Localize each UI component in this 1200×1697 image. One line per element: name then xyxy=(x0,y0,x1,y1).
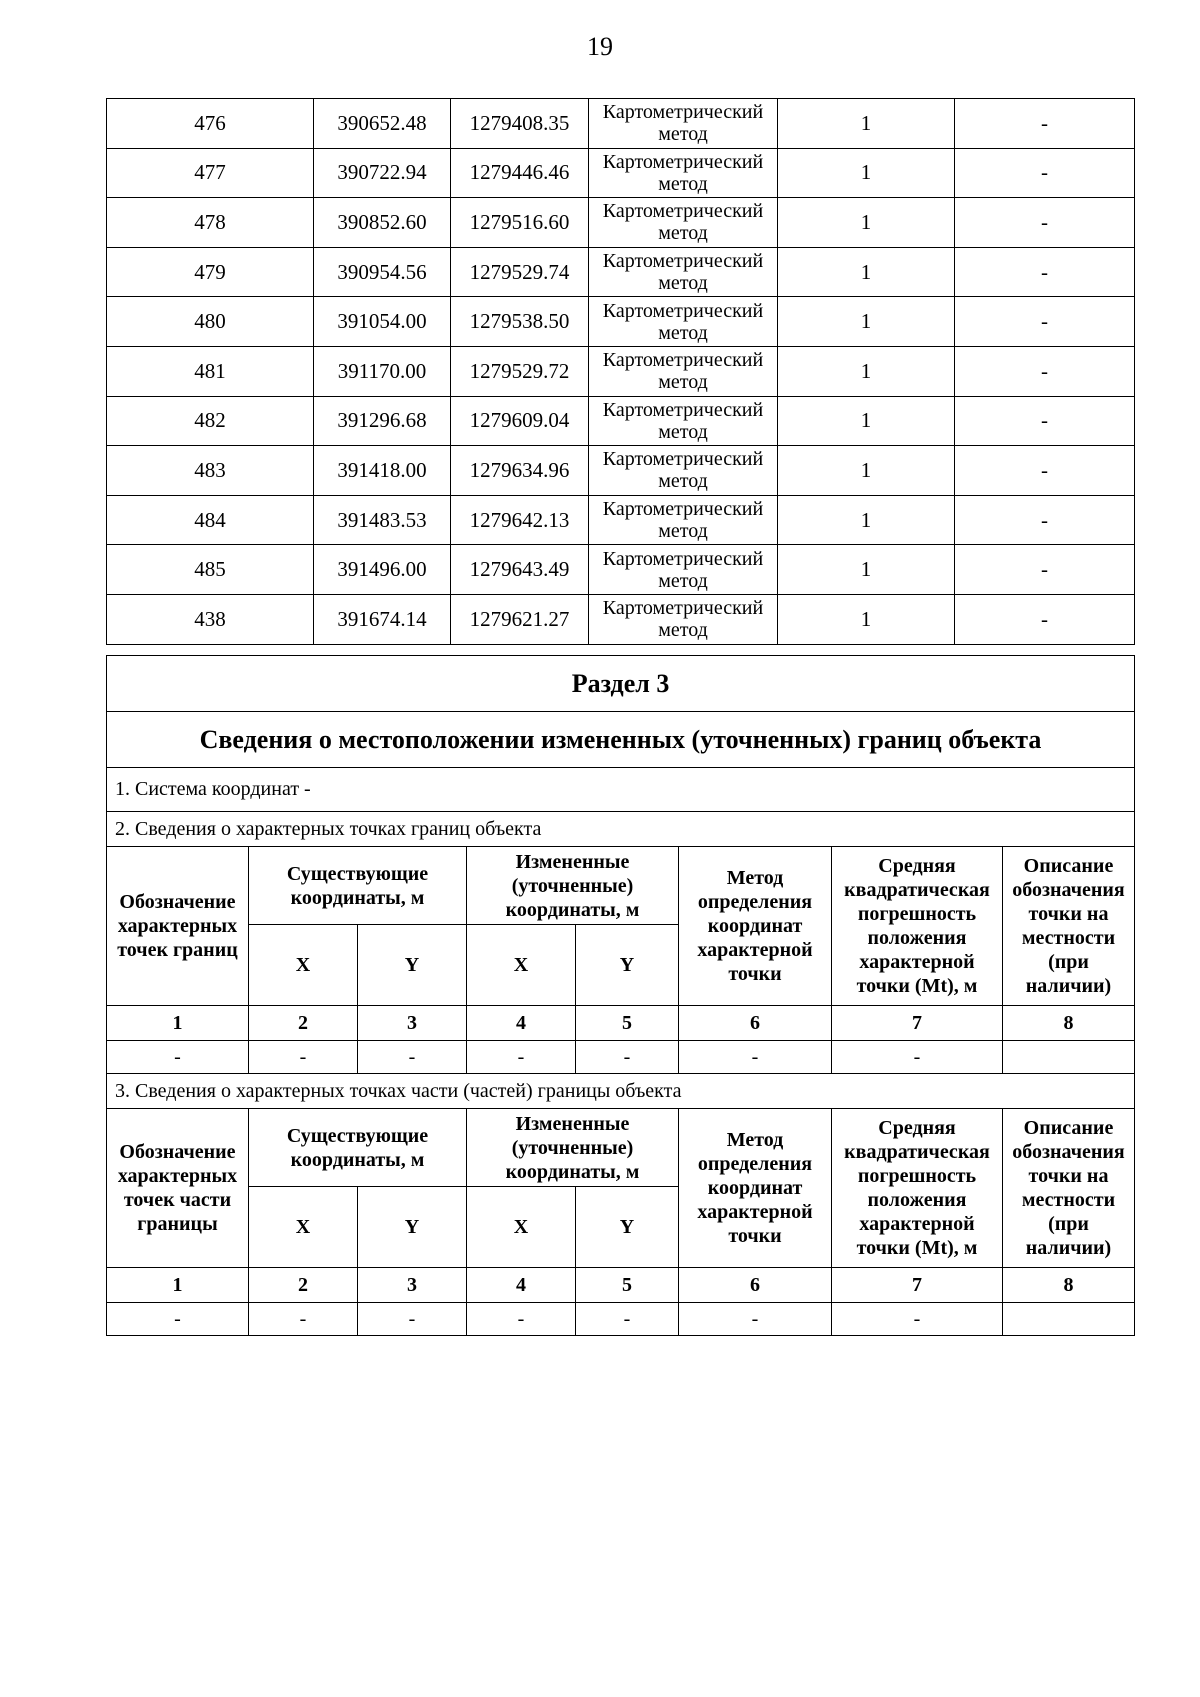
accuracy-cell: 1 xyxy=(778,297,955,347)
description-cell: - xyxy=(955,198,1135,248)
x-coordinate-cell: 390954.56 xyxy=(314,247,451,297)
table-row xyxy=(107,495,1135,545)
header-existing-y: Y xyxy=(358,1187,467,1268)
table-cell: 6 xyxy=(679,1268,832,1303)
table-cell: 1 xyxy=(107,1268,249,1303)
column-numbers-row xyxy=(107,1268,1135,1303)
method-cell xyxy=(589,247,778,297)
table-cell: - xyxy=(358,1303,467,1336)
y-coordinate-cell: 1279408.35 xyxy=(451,99,589,149)
method-line: метод xyxy=(658,123,708,146)
table-cell: 6 xyxy=(679,1006,832,1041)
table-cell: 4 xyxy=(467,1268,576,1303)
table-cell: - xyxy=(832,1303,1003,1336)
subsection-3-title: 3. Сведения о характерных точках части (частей) границы объекта xyxy=(107,1074,1135,1109)
table-cell: - xyxy=(249,1041,358,1074)
header-existing-coords xyxy=(249,1109,467,1187)
method-line: метод xyxy=(658,619,708,642)
header-existing-y: Y xyxy=(358,925,467,1006)
x-coordinate-cell: 391418.00 xyxy=(314,446,451,496)
method-line: Картометрический xyxy=(602,250,764,273)
empty-data-row xyxy=(107,1303,1135,1336)
table-row xyxy=(107,198,1135,248)
header-line: Обозначение xyxy=(119,891,236,913)
y-coordinate-cell: 1279643.49 xyxy=(451,545,589,595)
section-subtitle: Сведения о местоположении измененных (уточненных) границ объекта xyxy=(107,712,1135,768)
table-row xyxy=(107,346,1135,396)
point-id-cell: 480 xyxy=(107,297,314,347)
table-cell: 8 xyxy=(1003,1006,1135,1041)
header-line: местности xyxy=(1021,927,1116,949)
accuracy-cell: 1 xyxy=(778,198,955,248)
table-cell: 2 xyxy=(249,1268,358,1303)
header-line: точки (Mt), м xyxy=(856,975,978,997)
table-cell: - xyxy=(576,1041,679,1074)
accuracy-cell: 1 xyxy=(778,396,955,446)
section-title: Раздел 3 xyxy=(107,656,1135,712)
description-cell: - xyxy=(955,396,1135,446)
header-line: Существующие xyxy=(286,1124,429,1147)
header-changed-x: X xyxy=(467,925,576,1006)
description-cell: - xyxy=(955,148,1135,198)
header-line: погрешность xyxy=(857,1165,977,1187)
header-line: характерной xyxy=(697,939,813,961)
table-cell: 3 xyxy=(358,1006,467,1041)
point-id-cell: 479 xyxy=(107,247,314,297)
method-line: метод xyxy=(658,222,708,245)
table-row xyxy=(107,297,1135,347)
table-cell: 1 xyxy=(107,1006,249,1041)
description-cell: - xyxy=(955,446,1135,496)
table-row xyxy=(107,594,1135,644)
header-method xyxy=(679,847,832,1006)
point-id-cell: 481 xyxy=(107,346,314,396)
point-id-cell: 478 xyxy=(107,198,314,248)
method-line: Картометрический xyxy=(602,349,764,372)
x-coordinate-cell: 390722.94 xyxy=(314,148,451,198)
table-cell xyxy=(1003,1041,1135,1074)
description-cell: - xyxy=(955,297,1135,347)
description-cell: - xyxy=(955,594,1135,644)
point-id-cell: 477 xyxy=(107,148,314,198)
accuracy-cell: 1 xyxy=(778,99,955,149)
accuracy-cell: 1 xyxy=(778,545,955,595)
method-cell xyxy=(589,396,778,446)
header-line: границы xyxy=(137,1213,218,1235)
header-line: квадратическая xyxy=(844,1141,990,1163)
header-line: Метод xyxy=(726,1129,784,1151)
table-cell: 4 xyxy=(467,1006,576,1041)
accuracy-cell: 1 xyxy=(778,247,955,297)
header-changed-y: Y xyxy=(576,1187,679,1268)
points-table xyxy=(106,98,1135,645)
header-changed-coords xyxy=(467,1109,679,1187)
header-point-designation xyxy=(107,847,249,1006)
table-row xyxy=(107,396,1135,446)
header-description xyxy=(1003,847,1135,1006)
header-line: точки на xyxy=(1028,1165,1109,1187)
table-row xyxy=(107,545,1135,595)
header-line: координаты, м xyxy=(505,898,640,921)
header-changed-coords xyxy=(467,847,679,925)
x-coordinate-cell: 390652.48 xyxy=(314,99,451,149)
x-coordinate-cell: 391483.53 xyxy=(314,495,451,545)
method-cell xyxy=(589,198,778,248)
description-cell: - xyxy=(955,545,1135,595)
header-line: положения xyxy=(867,1189,967,1211)
header-line: (уточненные) xyxy=(511,1136,634,1159)
header-line: наличии) xyxy=(1025,1237,1112,1259)
accuracy-cell: 1 xyxy=(778,594,955,644)
method-line: Картометрический xyxy=(602,398,764,421)
header-line: (при xyxy=(1048,951,1089,973)
method-line: метод xyxy=(658,321,708,344)
point-id-cell: 476 xyxy=(107,99,314,149)
header-line: характерных xyxy=(117,1165,238,1187)
header-line: точек части xyxy=(123,1189,232,1211)
header-line: Описание xyxy=(1023,1117,1114,1139)
accuracy-cell: 1 xyxy=(778,148,955,198)
method-line: метод xyxy=(658,470,708,493)
header-existing-coords xyxy=(249,847,467,925)
description-cell: - xyxy=(955,346,1135,396)
method-line: Картометрический xyxy=(602,101,764,124)
y-coordinate-cell: 1279529.74 xyxy=(451,247,589,297)
method-line: метод xyxy=(658,371,708,394)
table-cell: 5 xyxy=(576,1006,679,1041)
description-cell: - xyxy=(955,495,1135,545)
header-line: характерной xyxy=(859,951,975,973)
subsection-2-title: 2. Сведения о характерных точках границ объекта xyxy=(107,812,1135,847)
method-cell xyxy=(589,99,778,149)
point-id-cell: 484 xyxy=(107,495,314,545)
header-existing-x: X xyxy=(249,925,358,1006)
point-id-cell: 483 xyxy=(107,446,314,496)
table-cell: 8 xyxy=(1003,1268,1135,1303)
table-cell: - xyxy=(679,1303,832,1336)
header-line: характерных xyxy=(117,915,238,937)
header-line: точки xyxy=(728,963,782,985)
x-coordinate-cell: 391496.00 xyxy=(314,545,451,595)
method-cell xyxy=(589,446,778,496)
table-row xyxy=(107,446,1135,496)
header-line: положения xyxy=(867,927,967,949)
header-line: точки (Mt), м xyxy=(856,1237,978,1259)
header-point-designation xyxy=(107,1109,249,1268)
point-id-cell: 482 xyxy=(107,396,314,446)
header-line: Измененные xyxy=(515,850,630,873)
accuracy-cell: 1 xyxy=(778,495,955,545)
page-number: 19 xyxy=(587,32,613,61)
header-line: точки xyxy=(728,1225,782,1247)
header-line: характерной xyxy=(697,1201,813,1223)
header-line: определения xyxy=(697,1153,813,1175)
header-existing-x: X xyxy=(249,1187,358,1268)
header-changed-y: Y xyxy=(576,925,679,1006)
method-line: метод xyxy=(658,172,708,195)
x-coordinate-cell: 390852.60 xyxy=(314,198,451,248)
header-line: Измененные xyxy=(515,1112,630,1135)
y-coordinate-cell: 1279642.13 xyxy=(451,495,589,545)
accuracy-cell: 1 xyxy=(778,446,955,496)
method-line: метод xyxy=(658,420,708,443)
table-cell: - xyxy=(249,1303,358,1336)
table-cell: 5 xyxy=(576,1268,679,1303)
header-line: точки на xyxy=(1028,903,1109,925)
description-cell: - xyxy=(955,99,1135,149)
table-cell: - xyxy=(679,1041,832,1074)
x-coordinate-cell: 391296.68 xyxy=(314,396,451,446)
header-method xyxy=(679,1109,832,1268)
point-id-cell: 485 xyxy=(107,545,314,595)
table-cell: 7 xyxy=(832,1006,1003,1041)
header-line: наличии) xyxy=(1025,975,1112,997)
header-line: Средняя xyxy=(878,855,956,877)
table-row xyxy=(107,99,1135,149)
y-coordinate-cell: 1279516.60 xyxy=(451,198,589,248)
method-cell xyxy=(589,545,778,595)
header-line: погрешность xyxy=(857,903,977,925)
column-numbers-row xyxy=(107,1006,1135,1041)
y-coordinate-cell: 1279609.04 xyxy=(451,396,589,446)
header-line: характерной xyxy=(859,1213,975,1235)
table-cell: 7 xyxy=(832,1268,1003,1303)
y-coordinate-cell: 1279634.96 xyxy=(451,446,589,496)
method-line: Картометрический xyxy=(602,547,764,570)
table-cell: - xyxy=(358,1041,467,1074)
method-line: Картометрический xyxy=(602,448,764,471)
header-line: Метод xyxy=(726,867,784,889)
table-cell: - xyxy=(107,1041,249,1074)
method-line: метод xyxy=(658,569,708,592)
header-line: определения xyxy=(697,891,813,913)
table-cell: - xyxy=(107,1303,249,1336)
table-cell xyxy=(1003,1303,1135,1336)
table-cell: 2 xyxy=(249,1006,358,1041)
accuracy-cell: 1 xyxy=(778,346,955,396)
description-cell: - xyxy=(955,247,1135,297)
method-cell xyxy=(589,346,778,396)
header-line: точек границ xyxy=(117,939,238,961)
header-description xyxy=(1003,1109,1135,1268)
method-cell xyxy=(589,594,778,644)
table-row xyxy=(107,148,1135,198)
method-line: Картометрический xyxy=(602,498,764,521)
header-line: координаты, м xyxy=(505,1160,640,1183)
method-line: Картометрический xyxy=(602,299,764,322)
table-cell: - xyxy=(467,1303,576,1336)
method-line: Картометрический xyxy=(602,597,764,620)
method-line: метод xyxy=(658,272,708,295)
table-cell: - xyxy=(467,1041,576,1074)
header-line: (при xyxy=(1048,1213,1089,1235)
header-line: квадратическая xyxy=(844,879,990,901)
method-cell xyxy=(589,148,778,198)
header-line: Существующие xyxy=(286,862,429,885)
header-line: Обозначение xyxy=(119,1141,236,1163)
header-line: координат xyxy=(707,915,803,937)
y-coordinate-cell: 1279446.46 xyxy=(451,148,589,198)
y-coordinate-cell: 1279529.72 xyxy=(451,346,589,396)
header-line: обозначения xyxy=(1012,879,1125,901)
header-line: местности xyxy=(1021,1189,1116,1211)
y-coordinate-cell: 1279538.50 xyxy=(451,297,589,347)
y-coordinate-cell: 1279621.27 xyxy=(451,594,589,644)
method-line: метод xyxy=(658,520,708,543)
empty-data-row xyxy=(107,1041,1135,1074)
header-line: (уточненные) xyxy=(511,874,634,897)
x-coordinate-cell: 391674.14 xyxy=(314,594,451,644)
section3-table xyxy=(106,655,1135,1336)
header-line: обозначения xyxy=(1012,1141,1125,1163)
header-line: координат xyxy=(707,1177,803,1199)
header-line: координаты, м xyxy=(290,1148,425,1171)
method-line: Картометрический xyxy=(602,150,764,173)
coordinate-system: 1. Система координат - xyxy=(107,768,1135,812)
method-cell xyxy=(589,495,778,545)
point-id-cell: 438 xyxy=(107,594,314,644)
table-cell: 3 xyxy=(358,1268,467,1303)
method-line: Картометрический xyxy=(602,200,764,223)
table-cell: - xyxy=(576,1303,679,1336)
header-line: Описание xyxy=(1023,855,1114,877)
method-cell xyxy=(589,297,778,347)
header-accuracy xyxy=(832,1109,1003,1268)
header-changed-x: X xyxy=(467,1187,576,1268)
header-line: Средняя xyxy=(878,1117,956,1139)
x-coordinate-cell: 391170.00 xyxy=(314,346,451,396)
table-cell: - xyxy=(832,1041,1003,1074)
table-row xyxy=(107,247,1135,297)
header-accuracy xyxy=(832,847,1003,1006)
header-line: координаты, м xyxy=(290,886,425,909)
x-coordinate-cell: 391054.00 xyxy=(314,297,451,347)
